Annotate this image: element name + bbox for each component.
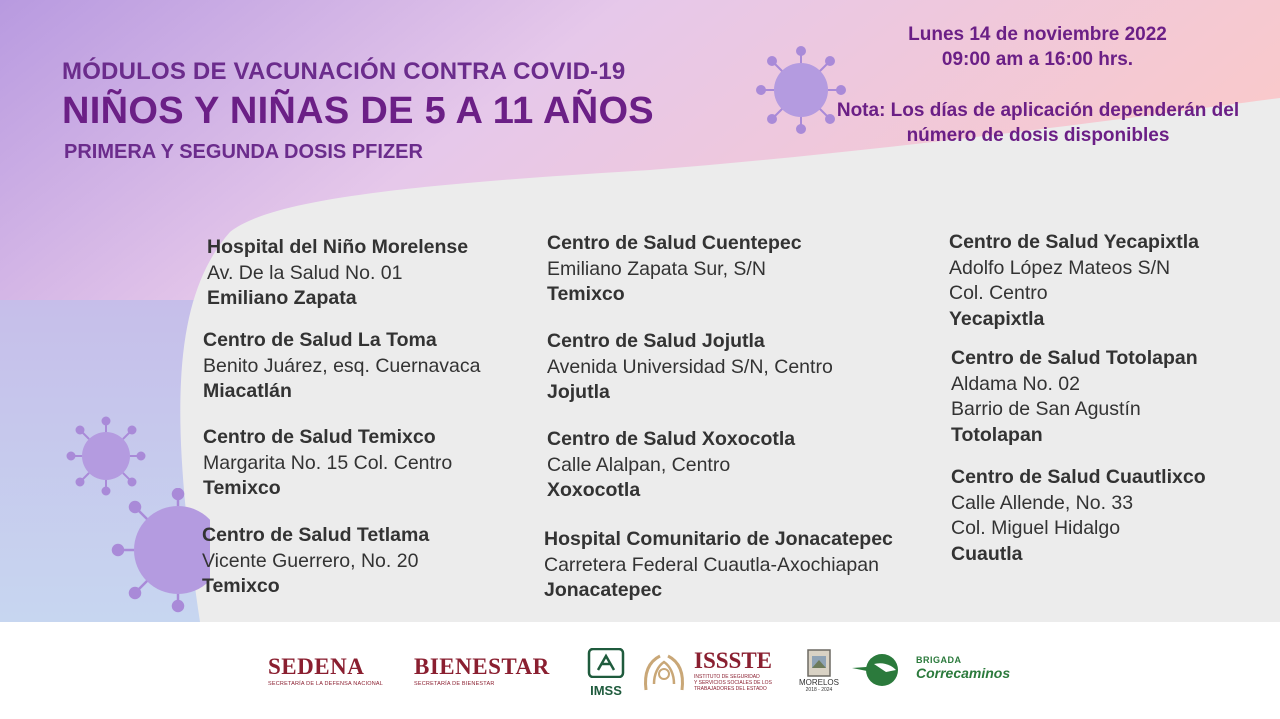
location-card [951,346,1198,448]
page-title: MÓDULOS DE VACUNACIÓN CONTRA COVID-19 [62,58,626,85]
location-city: Temixco [202,575,280,597]
location-name: Centro de Salud Tetlama [202,524,430,546]
location-address: Calle Alalpan, Centro [547,453,731,476]
location-name: Centro de Salud Cuautlixco [951,466,1206,488]
location-address: Aldama No. 02 [951,372,1080,395]
sedena-subtitle: SECRETARÍA DE LA DEFENSA NACIONAL [268,681,384,687]
location-address: Benito Juárez, esq. Cuernavaca [203,354,481,377]
bienestar-name: BIENESTAR [414,654,550,679]
location-address: Vicente Guerrero, No. 20 [202,549,419,572]
location-card [547,427,795,504]
hands-emblem-icon [640,650,688,694]
location-address: Carretera Federal Cuautla-Axochiapan [544,553,879,576]
morelos-years: 2018 - 2024 [805,687,833,693]
location-address: Margarita No. 15 Col. Centro [203,451,453,474]
bienestar-logo [414,654,550,687]
location-name: Centro de Salud Jojutla [547,330,765,352]
brigada-label: BRIGADA [916,655,962,665]
location-address: Av. De la Salud No. 01 [207,261,403,284]
location-card [203,425,452,502]
page-subtitle: PRIMERA Y SEGUNDA DOSIS PFIZER [64,141,423,163]
location-address: Col. Centro [949,282,1048,304]
schedule-date: Lunes 14 de noviembre 2022 [908,24,1167,45]
imss-emblem-icon [586,648,626,678]
location-city: Cuautla [951,542,1023,565]
location-name: Centro de Salud Cuentepec [547,232,802,254]
location-card [202,523,429,600]
location-name: Centro de Salud Xoxocotla [547,428,796,450]
issste-subtitle: INSTITUTO DE SEGURIDAD [694,674,760,680]
schedule-block [880,22,1195,72]
location-city: Temixco [547,283,625,305]
note-line: número de dosis disponibles [906,125,1170,146]
morelos-emblem-icon [806,648,832,678]
issste-name: ISSSTE [694,648,773,673]
location-name: Centro de Salud Temixco [203,426,436,448]
location-card [544,527,893,604]
location-card [949,230,1199,332]
location-name: Hospital Comunitario de Jonacatepec [544,528,893,550]
virus-icon [64,415,148,497]
virus-icon [100,488,210,613]
location-city: Xoxocotla [547,479,641,501]
location-city: Jojutla [547,381,610,403]
location-name: Hospital del Niño Morelense [207,236,469,258]
imss-name: IMSS [590,683,622,698]
location-card [547,231,802,308]
brigada-name: Correcaminos [916,665,1011,681]
location-city: Emiliano Zapata [207,287,357,309]
bienestar-subtitle: SECRETARÍA DE BIENESTAR [414,681,495,687]
location-city: Miacatlán [203,380,292,402]
location-city: Totolapan [951,423,1043,446]
location-name: Centro de Salud Yecapixtla [949,231,1199,253]
location-city: Temixco [203,477,281,499]
location-card [207,235,468,312]
footer-logos [0,622,1280,719]
location-city: Yecapixtla [949,307,1045,330]
location-name: Centro de Salud Totolapan [951,347,1198,369]
location-name: Centro de Salud La Toma [203,329,437,351]
location-address: Calle Allende, No. 33 [951,491,1134,514]
sedena-name: SEDENA [268,654,365,679]
schedule-hours: 09:00 am a 16:00 hrs. [941,49,1134,70]
location-address: Col. Miguel Hidalgo [951,517,1121,539]
imss-logo [586,648,626,698]
morelos-name: MORELOS [798,678,839,687]
location-address: Emiliano Zapata Sur, S/N [547,257,766,280]
note-line: Nota: Los días de aplicación dependerán del [836,100,1240,121]
location-card [547,329,833,406]
location-address: Adolfo López Mateos S/N [949,256,1171,279]
issste-subtitle: Y SERVICIOS SOCIALES DE LOS [694,680,772,686]
roadrunner-icon [852,652,910,688]
location-address: Avenida Universidad S/N, Centro [547,355,833,378]
note-block [806,98,1270,148]
page-headline: NIÑOS Y NIÑAS DE 5 A 11 AÑOS [62,90,654,132]
location-card [951,465,1206,567]
location-address: Barrio de San Agustín [951,398,1141,420]
location-city: Jonacatepec [544,579,663,601]
sedena-logo [268,654,383,687]
issste-subtitle: TRABAJADORES DEL ESTADO [694,686,767,692]
location-card [203,328,481,405]
morelos-logo [798,648,840,693]
